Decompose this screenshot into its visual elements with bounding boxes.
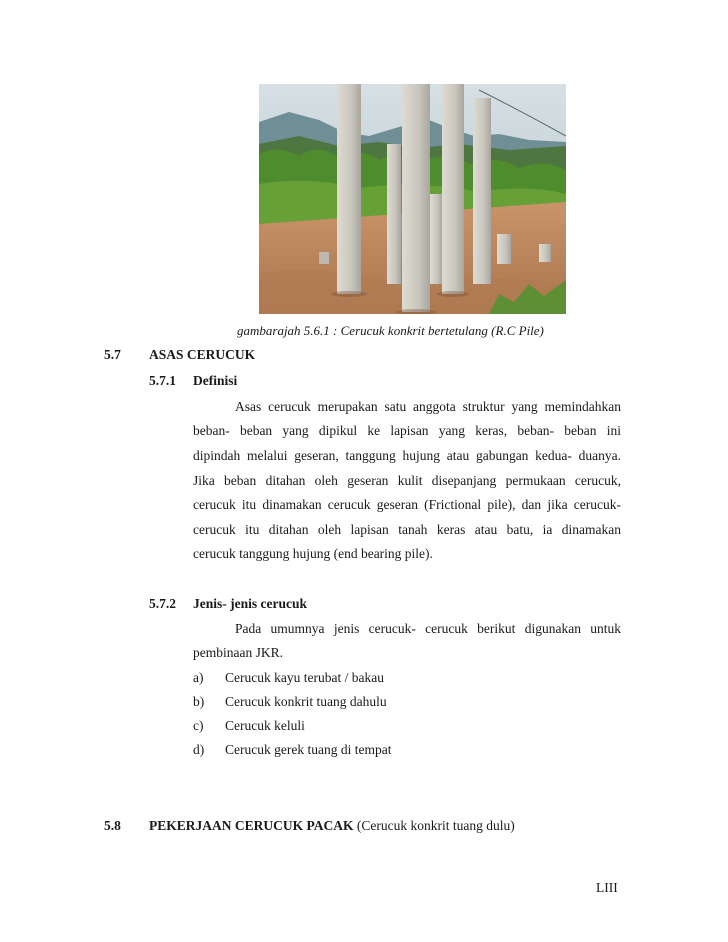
paragraph-line: cerucuk tanggung hujung (end bearing pile). bbox=[193, 546, 433, 561]
figure-photo-rc-piles bbox=[259, 84, 566, 314]
subsection-number: 5.7.1 bbox=[149, 373, 176, 388]
paragraph-line: cerucuk itu ditahan oleh lapisan tanah keras atau batu, ia dinamakan bbox=[193, 522, 621, 537]
section-title: PEKERJAAN CERUCUK PACAK bbox=[149, 818, 354, 833]
paragraph-line: beban- beban yang dipikul ke lapisan yang keras, beban- beban ini bbox=[193, 423, 621, 438]
list-text: Cerucuk gerek tuang di tempat bbox=[225, 742, 392, 757]
section-number: 5.8 bbox=[104, 818, 121, 833]
list-text: Cerucuk kayu terubat / bakau bbox=[225, 670, 384, 685]
list-marker: b) bbox=[193, 694, 205, 709]
subsection-title: Definisi bbox=[193, 373, 238, 388]
figure-caption: gambarajah 5.6.1 : Cerucuk konkrit bertetulang (R.C Pile) bbox=[237, 323, 544, 338]
list-marker: d) bbox=[193, 742, 205, 757]
paragraph-line: cerucuk itu dinamakan cerucuk geseran (Frictional pile), dan jika cerucuk- bbox=[193, 497, 621, 512]
subsection-number: 5.7.2 bbox=[149, 596, 176, 611]
list-marker: a) bbox=[193, 670, 204, 685]
page-number: LIII bbox=[596, 880, 618, 895]
list-text: Cerucuk keluli bbox=[225, 718, 305, 733]
paragraph-line: Asas cerucuk merupakan satu anggota struktur yang memindahkan bbox=[235, 399, 621, 414]
paragraph-line: Jika beban ditahan oleh geseran kulit disepanjang permukaan cerucuk, bbox=[193, 473, 621, 488]
section-number: 5.7 bbox=[104, 347, 121, 362]
section-title: ASAS CERUCUK bbox=[149, 347, 256, 362]
section-heading bbox=[149, 818, 515, 834]
list-text: Cerucuk konkrit tuang dahulu bbox=[225, 694, 387, 709]
section-title-suffix: (Cerucuk konkrit tuang dulu) bbox=[356, 818, 515, 833]
list-marker: c) bbox=[193, 718, 204, 733]
subsection-title: Jenis- jenis cerucuk bbox=[193, 596, 307, 611]
paragraph-line: pembinaan JKR. bbox=[193, 645, 283, 660]
paragraph-line: dipindah melalui geseran, tanggung hujung atau gabungan kedua- duanya. bbox=[193, 448, 621, 463]
paragraph-line: Pada umumnya jenis cerucuk- cerucuk berikut digunakan untuk bbox=[235, 621, 621, 636]
